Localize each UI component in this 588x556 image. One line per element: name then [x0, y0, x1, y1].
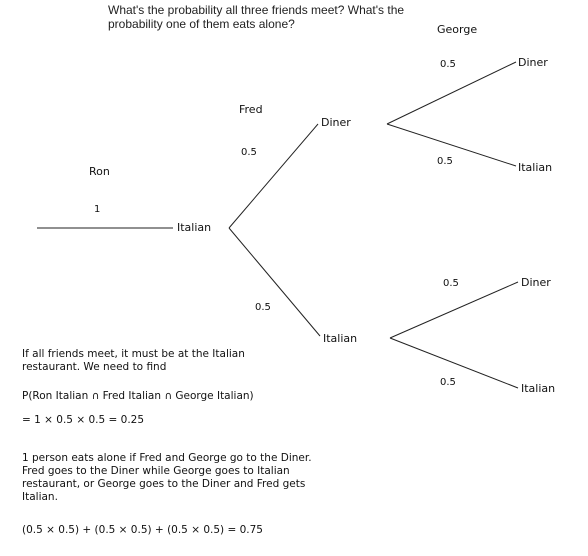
- alone-line-2: Fred goes to the Diner while George goes to Italian: [22, 465, 290, 477]
- question-text: What's the probability all three friends meet? What's the probability one of them eats alone?: [108, 3, 405, 31]
- node-george-diner-diner: Diner: [518, 56, 548, 69]
- prob-fred-diner: 0.5: [241, 147, 257, 158]
- alone-result: (0.5 × 0.5) + (0.5 × 0.5) + (0.5 × 0.5) = 0.75: [22, 524, 263, 536]
- prob-george-diner-italian: 0.5: [437, 156, 453, 167]
- all-meet-formula: P(Ron Italian ∩ Fred Italian ∩ George Italian): [22, 390, 254, 402]
- all-meet-explanation: [22, 348, 352, 374]
- node-fred-italian: Italian: [323, 332, 358, 345]
- all-meet-line-1: If all friends meet, it must be at the Italian: [22, 348, 245, 360]
- header-ron: Ron: [89, 165, 110, 178]
- branch-george-italian-diner: [390, 282, 518, 338]
- branch-george-diner-diner: [387, 62, 516, 124]
- prob-george-diner-diner: 0.5: [440, 59, 456, 70]
- alone-explanation: [22, 452, 352, 504]
- node-george-diner-italian: Italian: [518, 161, 553, 174]
- branch-fred-diner: [229, 124, 318, 228]
- prob-george-italian-diner: 0.5: [443, 278, 459, 289]
- node-george-italian-italian: Italian: [521, 382, 556, 395]
- alone-line-1: 1 person eats alone if Fred and George go to the Diner.: [22, 452, 312, 464]
- prob-fred-italian: 0.5: [255, 302, 271, 313]
- alone-line-3: restaurant, or George goes to the Diner and Fred gets: [22, 478, 306, 490]
- header-fred: Fred: [239, 103, 263, 116]
- alone-line-4: Italian.: [22, 491, 58, 503]
- branch-fred-italian: [229, 228, 320, 336]
- prob-george-italian-italian: 0.5: [440, 377, 456, 388]
- node-fred-diner: Diner: [321, 116, 351, 129]
- node-ron-italian: Italian: [177, 221, 212, 234]
- header-george: George: [437, 23, 478, 36]
- prob-ron-italian: 1: [94, 204, 101, 215]
- all-meet-result: = 1 × 0.5 × 0.5 = 0.25: [22, 414, 145, 426]
- all-meet-line-2: restaurant. We need to find: [22, 361, 167, 373]
- node-george-italian-diner: Diner: [521, 276, 551, 289]
